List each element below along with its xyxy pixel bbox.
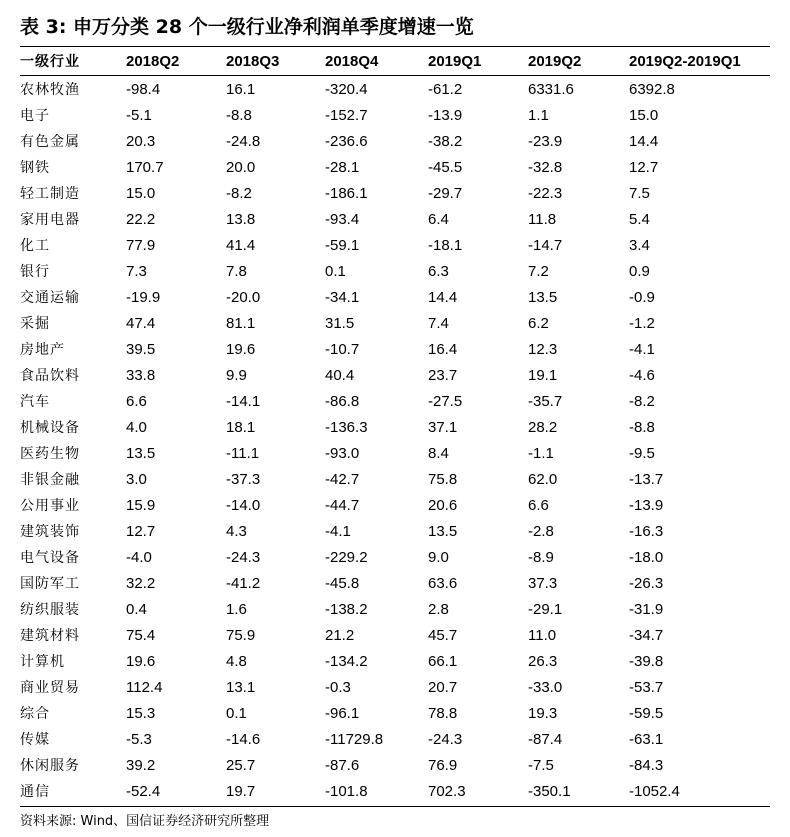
cell-industry: 机械设备 — [20, 420, 80, 436]
header-2018q2: 2018Q2 — [126, 53, 180, 70]
cell-2018q4: -59.1 — [325, 237, 360, 254]
cell-2019q1: 16.4 — [428, 341, 458, 358]
cell-2019q2: -350.1 — [528, 783, 571, 800]
header-2018q3: 2018Q3 — [226, 53, 280, 70]
cell-2018q3: 16.1 — [226, 81, 256, 98]
cell-2019q2: -7.5 — [528, 757, 554, 774]
table-row — [20, 545, 770, 571]
cell-2018q4: -42.7 — [325, 471, 360, 488]
cell-2018q2: 170.7 — [126, 159, 164, 176]
cell-2018q3: 4.3 — [226, 523, 247, 540]
cell-2018q3: 81.1 — [226, 315, 256, 332]
cell-2019q2: -14.7 — [528, 237, 563, 254]
table-row — [20, 727, 770, 753]
table-row — [20, 337, 770, 363]
cell-change: 15.0 — [629, 107, 659, 124]
cell-2018q4: -4.1 — [325, 523, 351, 540]
cell-industry: 农林牧渔 — [20, 82, 80, 98]
cell-2019q2: 6.6 — [528, 497, 549, 514]
table-header — [20, 49, 770, 75]
cell-2018q2: 3.0 — [126, 471, 147, 488]
cell-2018q4: -86.8 — [325, 393, 360, 410]
cell-industry: 商业贸易 — [20, 680, 80, 696]
cell-2019q2: 26.3 — [528, 653, 558, 670]
cell-industry: 公用事业 — [20, 498, 80, 514]
cell-2019q1: 23.7 — [428, 367, 458, 384]
table-body — [20, 77, 770, 805]
cell-change: -8.2 — [629, 393, 655, 410]
cell-2018q4: -93.0 — [325, 445, 360, 462]
table-row — [20, 753, 770, 779]
table-row — [20, 311, 770, 337]
cell-2019q2: 11.0 — [528, 627, 557, 644]
cell-2019q1: 63.6 — [428, 575, 458, 592]
cell-change: -13.7 — [629, 471, 664, 488]
cell-2018q3: -11.1 — [226, 445, 260, 462]
cell-change: -31.9 — [629, 601, 664, 618]
table-row — [20, 181, 770, 207]
header-2019q2: 2019Q2 — [528, 53, 582, 70]
cell-2019q2: -23.9 — [528, 133, 563, 150]
cell-2018q2: 12.7 — [126, 523, 156, 540]
table-row — [20, 285, 770, 311]
cell-2019q2: -8.9 — [528, 549, 554, 566]
cell-change: -26.3 — [629, 575, 664, 592]
table-row — [20, 389, 770, 415]
table-row — [20, 623, 770, 649]
cell-industry: 房地产 — [20, 342, 65, 358]
cell-2019q2: 11.8 — [528, 211, 557, 228]
table-row — [20, 207, 770, 233]
cell-2018q3: -24.3 — [226, 549, 261, 566]
cell-2018q3: -41.2 — [226, 575, 261, 592]
cell-2018q2: 4.0 — [126, 419, 147, 436]
cell-industry: 国防军工 — [20, 576, 80, 592]
table-row — [20, 597, 770, 623]
cell-change: -53.7 — [629, 679, 664, 696]
cell-2018q4: 31.5 — [325, 315, 355, 332]
cell-industry: 建筑材料 — [20, 628, 80, 644]
cell-industry: 轻工制造 — [20, 186, 80, 202]
cell-2018q4: -11729.8 — [325, 731, 384, 748]
table-row — [20, 77, 770, 103]
cell-change: -8.8 — [629, 419, 655, 436]
cell-2018q2: 20.3 — [126, 133, 156, 150]
cell-2019q2: 13.5 — [528, 289, 558, 306]
cell-2018q2: -19.9 — [126, 289, 161, 306]
table-row — [20, 363, 770, 389]
cell-change: -84.3 — [629, 757, 664, 774]
cell-2018q2: 22.2 — [126, 211, 156, 228]
cell-2018q2: 7.3 — [126, 263, 147, 280]
cell-2018q2: 77.9 — [126, 237, 156, 254]
cell-industry: 医药生物 — [20, 446, 80, 462]
cell-2018q2: -98.4 — [126, 81, 161, 98]
table-row — [20, 649, 770, 675]
cell-2018q3: 18.1 — [226, 419, 256, 436]
cell-2018q4: -236.6 — [325, 133, 368, 150]
cell-2019q1: 9.0 — [428, 549, 449, 566]
cell-industry: 采掘 — [20, 316, 50, 332]
cell-2019q2: 19.1 — [528, 367, 558, 384]
cell-2019q1: -27.5 — [428, 393, 463, 410]
cell-2019q2: 7.2 — [528, 263, 549, 280]
cell-2018q2: 19.6 — [126, 653, 156, 670]
cell-2019q1: 78.8 — [428, 705, 458, 722]
cell-2019q1: -38.2 — [428, 133, 463, 150]
cell-change: -63.1 — [629, 731, 664, 748]
cell-2018q4: -93.4 — [325, 211, 360, 228]
cell-2018q3: 75.9 — [226, 627, 256, 644]
cell-change: -4.6 — [629, 367, 655, 384]
header-2019q1: 2019Q1 — [428, 53, 482, 70]
cell-industry: 汽车 — [20, 394, 50, 410]
cell-change: -9.5 — [629, 445, 655, 462]
cell-2018q4: -44.7 — [325, 497, 360, 514]
cell-2018q2: 39.2 — [126, 757, 156, 774]
cell-2019q2: 28.2 — [528, 419, 558, 436]
cell-industry: 电气设备 — [20, 550, 80, 566]
cell-2019q1: 702.3 — [428, 783, 466, 800]
cell-2018q2: 13.5 — [126, 445, 156, 462]
cell-2018q4: -152.7 — [325, 107, 368, 124]
cell-2019q2: -1.1 — [528, 445, 554, 462]
cell-2018q4: -10.7 — [325, 341, 360, 358]
cell-2019q2: 12.3 — [528, 341, 558, 358]
header-rule — [20, 75, 770, 76]
cell-change: -59.5 — [629, 705, 664, 722]
cell-2018q3: 41.4 — [226, 237, 256, 254]
cell-2019q1: 13.5 — [428, 523, 458, 540]
cell-2018q4: -101.8 — [325, 783, 368, 800]
cell-2018q2: 15.9 — [126, 497, 156, 514]
table-row — [20, 701, 770, 727]
cell-industry: 综合 — [20, 706, 50, 722]
table-row — [20, 519, 770, 545]
cell-2018q3: -14.6 — [226, 731, 261, 748]
cell-2018q2: 112.4 — [126, 679, 163, 696]
cell-2019q2: 1.1 — [528, 107, 549, 124]
cell-2018q3: -8.2 — [226, 185, 252, 202]
table-title: 表 3: 申万分类 28 个一级行业净利润单季度增速一览 — [20, 16, 474, 38]
cell-industry: 非银金融 — [20, 472, 80, 488]
cell-2019q2: 6331.6 — [528, 81, 574, 98]
cell-2019q2: -22.3 — [528, 185, 563, 202]
table-row — [20, 415, 770, 441]
cell-2019q2: -35.7 — [528, 393, 563, 410]
cell-2019q1: 2.8 — [428, 601, 449, 618]
cell-2019q1: -24.3 — [428, 731, 463, 748]
cell-2018q3: 19.7 — [226, 783, 256, 800]
cell-change: 12.7 — [629, 159, 659, 176]
cell-industry: 食品饮料 — [20, 368, 80, 384]
cell-2019q2: -29.1 — [528, 601, 563, 618]
table-row — [20, 493, 770, 519]
cell-2018q2: -5.1 — [126, 107, 152, 124]
cell-industry: 电子 — [20, 108, 50, 124]
cell-change: -18.0 — [629, 549, 664, 566]
cell-change: 6392.8 — [629, 81, 675, 98]
bottom-rule — [20, 806, 770, 807]
cell-2019q1: 20.6 — [428, 497, 458, 514]
cell-2018q3: -20.0 — [226, 289, 261, 306]
cell-industry: 传媒 — [20, 732, 50, 748]
cell-2019q1: 6.4 — [428, 211, 449, 228]
cell-2019q1: 7.4 — [428, 315, 449, 332]
cell-2018q3: 13.1 — [226, 679, 256, 696]
cell-change: -34.7 — [629, 627, 664, 644]
cell-2018q4: -186.1 — [325, 185, 368, 202]
cell-2018q3: 9.9 — [226, 367, 247, 384]
cell-2019q2: -33.0 — [528, 679, 563, 696]
cell-2018q4: -0.3 — [325, 679, 351, 696]
cell-industry: 休闲服务 — [20, 758, 80, 774]
cell-2019q1: 20.7 — [428, 679, 458, 696]
cell-2019q1: 75.8 — [428, 471, 458, 488]
cell-2019q1: 76.9 — [428, 757, 458, 774]
cell-2019q2: -2.8 — [528, 523, 554, 540]
cell-2019q1: 45.7 — [428, 627, 458, 644]
cell-industry: 交通运输 — [20, 290, 80, 306]
cell-2019q1: -61.2 — [428, 81, 463, 98]
table-row — [20, 779, 770, 805]
cell-change: -0.9 — [629, 289, 655, 306]
cell-industry: 化工 — [20, 238, 50, 254]
cell-change: -39.8 — [629, 653, 664, 670]
cell-change: -1052.4 — [629, 783, 680, 800]
cell-2018q3: 20.0 — [226, 159, 256, 176]
cell-2018q2: 47.4 — [126, 315, 156, 332]
cell-2018q4: -45.8 — [325, 575, 360, 592]
cell-2018q2: 15.3 — [126, 705, 156, 722]
cell-2019q1: 8.4 — [428, 445, 449, 462]
cell-2019q2: 19.3 — [528, 705, 558, 722]
cell-2018q3: -14.0 — [226, 497, 261, 514]
cell-2018q2: 39.5 — [126, 341, 156, 358]
cell-2018q4: 0.1 — [325, 263, 346, 280]
cell-2018q3: 4.8 — [226, 653, 247, 670]
source-note: 资料来源: Wind、国信证券经济研究所整理 — [20, 814, 270, 829]
cell-2018q3: 0.1 — [226, 705, 247, 722]
cell-2019q1: 6.3 — [428, 263, 449, 280]
cell-2018q2: 6.6 — [126, 393, 147, 410]
cell-2018q4: -34.1 — [325, 289, 360, 306]
cell-2018q2: -4.0 — [126, 549, 152, 566]
cell-industry: 计算机 — [20, 654, 65, 670]
cell-2018q2: 75.4 — [126, 627, 156, 644]
cell-2018q4: -320.4 — [325, 81, 368, 98]
cell-change: -4.1 — [629, 341, 655, 358]
cell-change: -16.3 — [629, 523, 664, 540]
cell-2019q1: -18.1 — [428, 237, 463, 254]
cell-2019q1: 66.1 — [428, 653, 458, 670]
cell-2018q3: 25.7 — [226, 757, 256, 774]
cell-industry: 纺织服装 — [20, 602, 80, 618]
cell-2019q1: 14.4 — [428, 289, 458, 306]
cell-industry: 银行 — [20, 264, 50, 280]
header-industry: 一级行业 — [20, 54, 80, 70]
cell-2019q2: 37.3 — [528, 575, 558, 592]
cell-2018q3: -37.3 — [226, 471, 261, 488]
cell-2018q2: -52.4 — [126, 783, 161, 800]
cell-industry: 建筑装饰 — [20, 524, 80, 540]
cell-2018q3: 19.6 — [226, 341, 256, 358]
cell-2018q4: -138.2 — [325, 601, 368, 618]
cell-2019q2: -32.8 — [528, 159, 563, 176]
table-row — [20, 259, 770, 285]
cell-2018q3: -24.8 — [226, 133, 261, 150]
cell-2018q2: 32.2 — [126, 575, 156, 592]
cell-change: -13.9 — [629, 497, 664, 514]
table-row — [20, 233, 770, 259]
cell-change: 3.4 — [629, 237, 650, 254]
table-row — [20, 155, 770, 181]
cell-2019q2: -87.4 — [528, 731, 563, 748]
cell-change: -1.2 — [629, 315, 655, 332]
cell-2019q2: 6.2 — [528, 315, 549, 332]
cell-change: 7.5 — [629, 185, 650, 202]
cell-2018q2: 0.4 — [126, 601, 147, 618]
cell-2019q1: 37.1 — [428, 419, 458, 436]
table-row — [20, 675, 770, 701]
table-row — [20, 103, 770, 129]
cell-2018q4: -28.1 — [325, 159, 360, 176]
cell-2018q4: -229.2 — [325, 549, 368, 566]
cell-2018q4: -136.3 — [325, 419, 368, 436]
cell-change: 14.4 — [629, 133, 659, 150]
table-row — [20, 571, 770, 597]
table-row — [20, 441, 770, 467]
cell-industry: 钢铁 — [20, 160, 50, 176]
cell-industry: 有色金属 — [20, 134, 80, 150]
cell-2018q4: -134.2 — [325, 653, 368, 670]
cell-2018q2: -5.3 — [126, 731, 152, 748]
cell-change: 5.4 — [629, 211, 650, 228]
cell-2019q2: 62.0 — [528, 471, 558, 488]
header-change: 2019Q2-2019Q1 — [629, 53, 741, 70]
cell-2019q1: -29.7 — [428, 185, 463, 202]
cell-change: 0.9 — [629, 263, 650, 280]
table-row — [20, 467, 770, 493]
cell-2018q4: 40.4 — [325, 367, 355, 384]
cell-2018q3: 13.8 — [226, 211, 256, 228]
cell-2018q3: -8.8 — [226, 107, 252, 124]
cell-2018q4: -87.6 — [325, 757, 360, 774]
cell-2019q1: -45.5 — [428, 159, 463, 176]
cell-2018q4: 21.2 — [325, 627, 355, 644]
cell-2019q1: -13.9 — [428, 107, 463, 124]
top-rule — [20, 46, 770, 47]
cell-industry: 家用电器 — [20, 212, 80, 228]
cell-2018q3: -14.1 — [226, 393, 261, 410]
cell-industry: 通信 — [20, 784, 50, 800]
table-row — [20, 129, 770, 155]
cell-2018q3: 7.8 — [226, 263, 247, 280]
cell-2018q4: -96.1 — [325, 705, 360, 722]
cell-2018q2: 15.0 — [126, 185, 156, 202]
cell-2018q3: 1.6 — [226, 601, 247, 618]
cell-2018q2: 33.8 — [126, 367, 156, 384]
header-2018q4: 2018Q4 — [325, 53, 379, 70]
